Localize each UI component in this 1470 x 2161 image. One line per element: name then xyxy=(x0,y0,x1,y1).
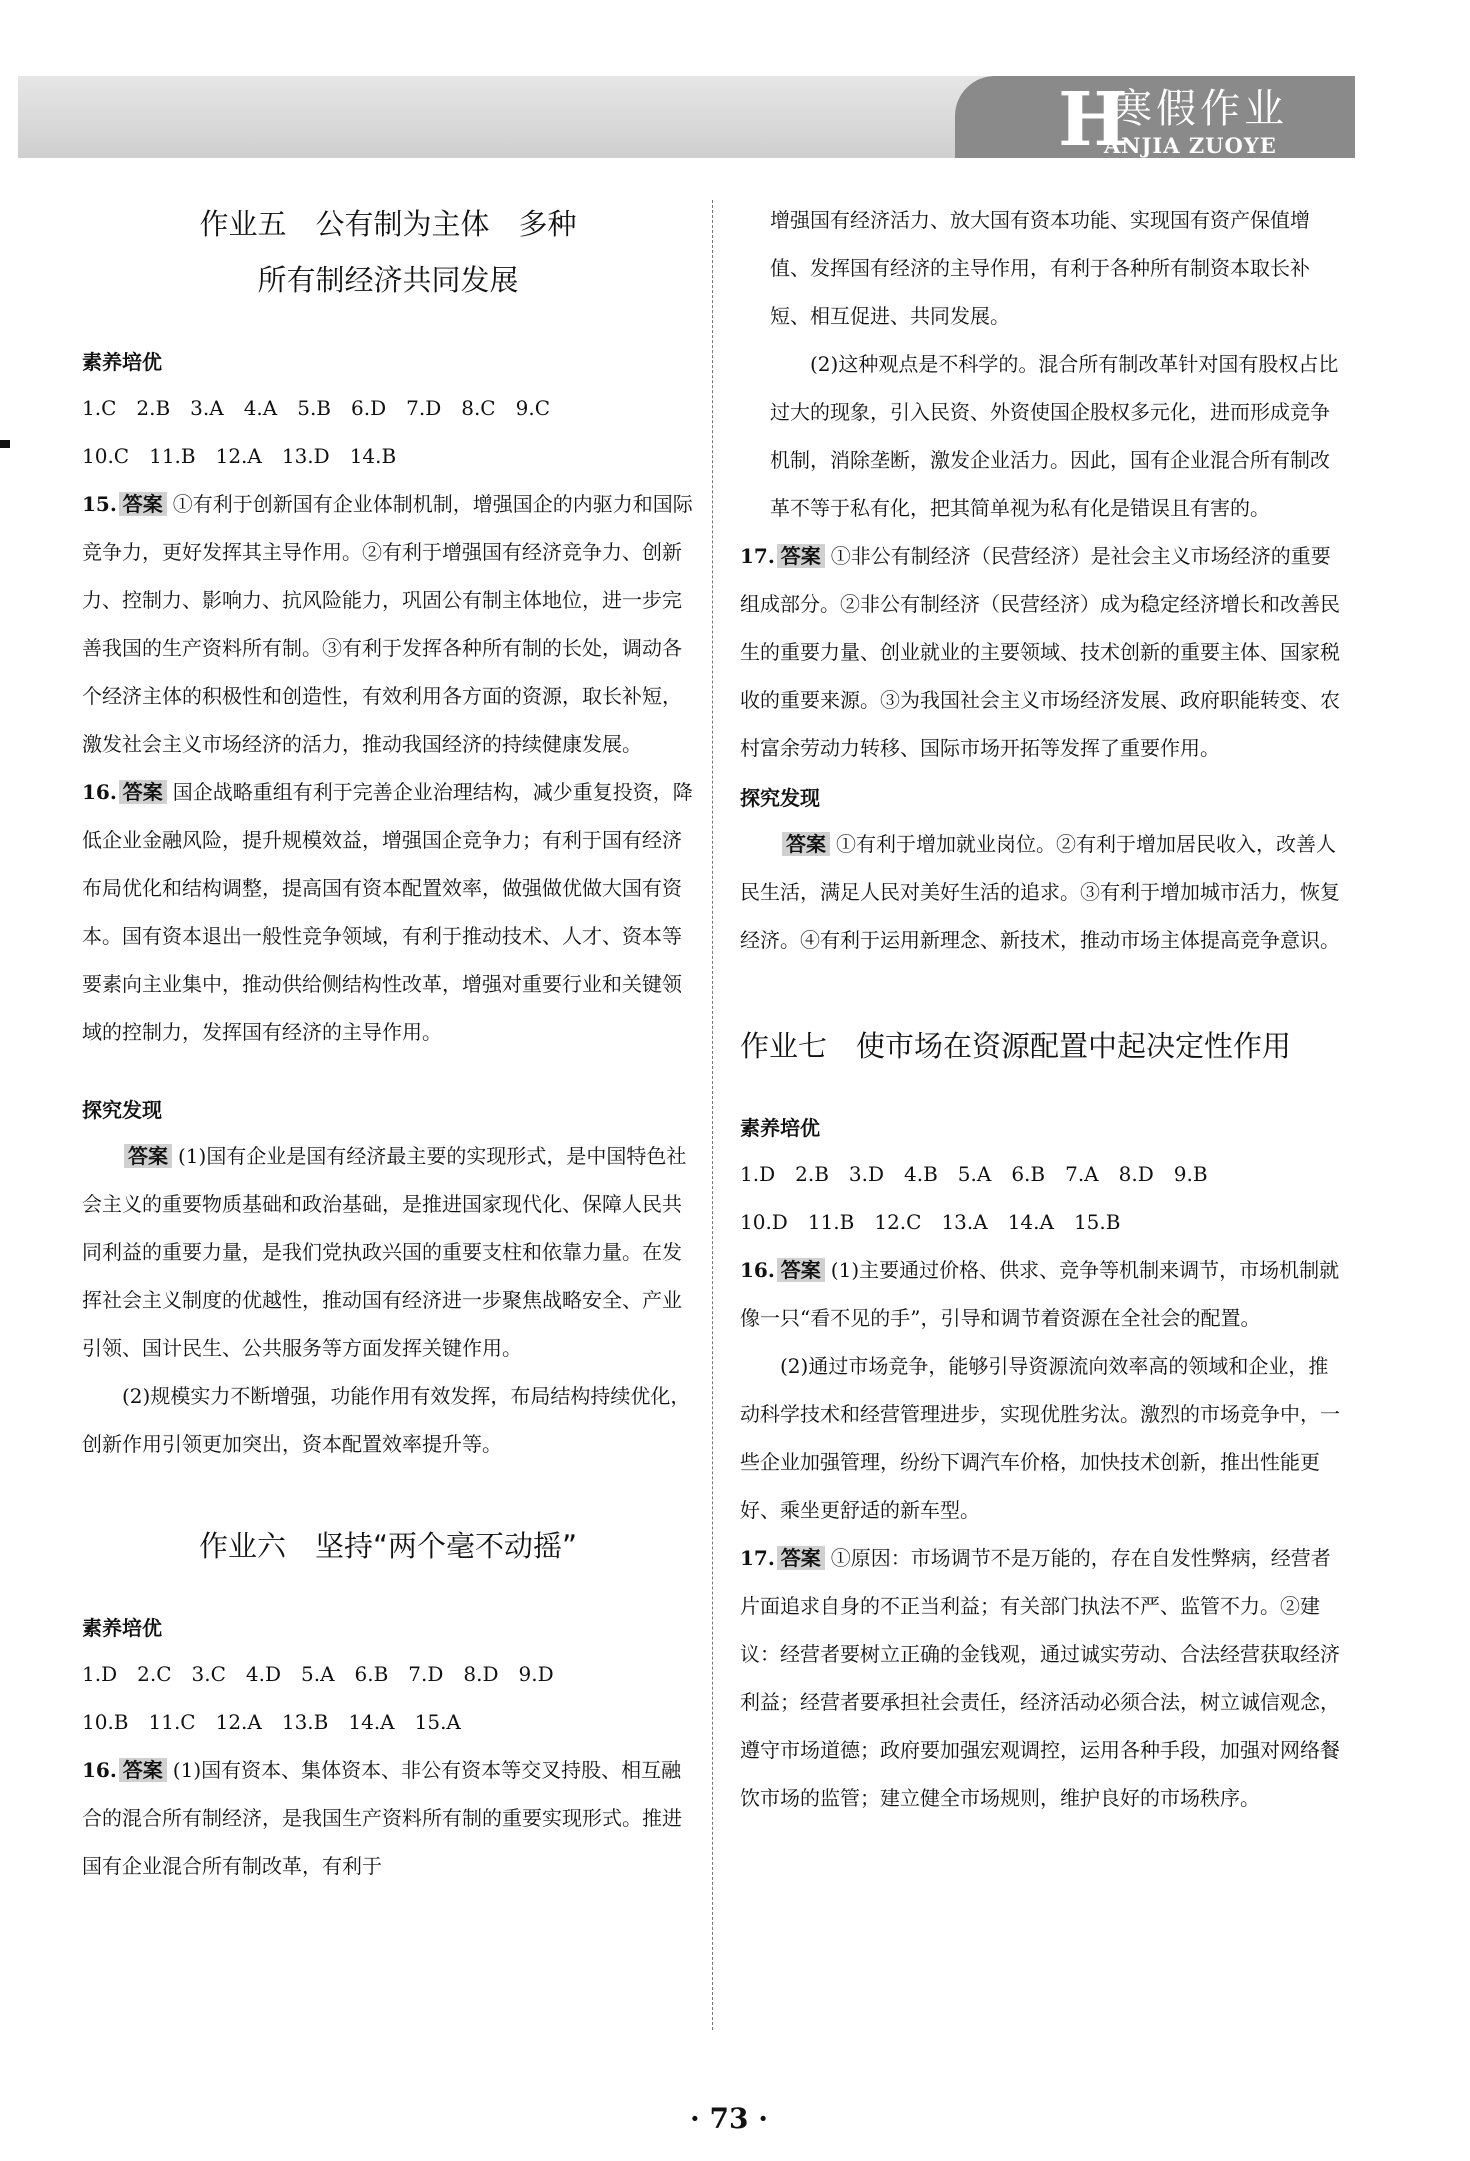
mc-answers: 1.C 2.B 3.A 4.A 5.B 6.D 7.D 8.C 9.C xyxy=(82,396,550,420)
question-16 xyxy=(740,1246,1344,1342)
column-divider xyxy=(712,200,713,2030)
mc-answers: 10.B 11.C 12.A 13.B 14.A 15.A xyxy=(82,1710,461,1734)
explore-answer-2: (2)规模实力不断增强，功能作用有效发挥，布局结构持续优化，创新作用引领更加突出，资本配置效率提升等。 xyxy=(82,1384,691,1456)
question-17 xyxy=(740,532,1344,772)
section-heading: 素养培优 xyxy=(82,350,162,374)
left-column xyxy=(82,196,694,1890)
mc-answers: 10.C 11.B 12.A 13.D 14.B xyxy=(82,444,397,468)
answer-text: (1)国有资本、集体资本、非公有资本等交叉持股、相互融合的混合所有制经济，是我国生产资料所有制的重要实现形式。推进国有企业混合所有制改革，有利于 xyxy=(82,1758,682,1878)
section-heading: 素养培优 xyxy=(82,1616,162,1640)
question-number: 16. xyxy=(82,780,117,804)
answer-badge: 答案 xyxy=(124,1144,172,1168)
section-heading: 素养培优 xyxy=(740,1116,820,1140)
question-16 xyxy=(82,1746,694,1890)
right-column xyxy=(740,196,1344,1822)
question-16-part2: (2)通过市场竞争，能够引导资源流向效率高的领域和企业，推动科学技术和经营管理进步，实现优胜劣汰。激烈的市场竞争中，一些企业加强管理，纷纷下调汽车价格，加快技术创新，推出性能更好、乘坐更舒适的新车型。 xyxy=(740,1354,1340,1522)
question-number: 17. xyxy=(740,1546,775,1570)
explore-answer xyxy=(740,820,1344,964)
answer-badge: 答案 xyxy=(119,1758,167,1782)
section-heading: 探究发现 xyxy=(740,786,820,810)
question-number: 16. xyxy=(740,1258,775,1282)
hw7-title: 作业七 使市场在资源配置中起决定性作用 xyxy=(740,1029,1292,1063)
question-16 xyxy=(82,768,694,1056)
mc-answers: 1.D 2.C 3.C 4.D 5.A 6.B 7.D 8.D 9.D xyxy=(82,1662,554,1686)
answer-text: ①有利于增加就业岗位。②有利于增加居民收入，改善人民生活，满足人民对美好生活的追求。③有利于增加城市活力，恢复经济。④有利于运用新理念、新技术，推动市场主体提高竞争意识。 xyxy=(740,832,1340,952)
question-number: 15. xyxy=(82,492,117,516)
question-17 xyxy=(740,1534,1344,1822)
hw5-title-line2: 所有制经济共同发展 xyxy=(257,263,519,297)
answer-text: ①原因：市场调节不是万能的，存在自发性弊病，经营者片面追求自身的不正当利益；有关部门执法不严、监管不力。②建议：经营者要树立正确的金钱观，通过诚实劳动、合法经营获取经济利益；经营者要承担社会责任，经济活动必须合法，树立诚信观念，遵守市场道德；政府要加强宏观调控，运用各种手段，加强对网络餐饮市场的监管；建立健全市场规则，维护良好的市场秩序。 xyxy=(740,1546,1340,1810)
answer-badge: 答案 xyxy=(782,832,830,856)
question-15 xyxy=(82,480,694,768)
answer-badge: 答案 xyxy=(777,544,825,568)
explore-answer-1 xyxy=(82,1132,694,1372)
answer-badge: 答案 xyxy=(119,780,167,804)
answer-badge: 答案 xyxy=(119,492,167,516)
answer-badge: 答案 xyxy=(777,1258,825,1282)
hw6-title: 作业六 坚持“两个毫不动摇” xyxy=(198,1529,578,1563)
section-heading: 探究发现 xyxy=(82,1098,162,1122)
header-subtitle: ANJIA ZUOYE xyxy=(1104,133,1277,158)
question-number: 17. xyxy=(740,544,775,568)
mc-answers: 10.D 11.B 12.C 13.A 14.A 15.B xyxy=(740,1210,1121,1234)
margin-mark xyxy=(0,440,10,448)
answer-text: ①非公有制经济（民营经济）是社会主义市场经济的重要组成部分。②非公有制经济（民营经济）成为稳定经济增长和改善民生的重要力量、创业就业的主要领域、技术创新的重要主体、国家税收的重要来源。③为我国社会主义市场经济发展、政府职能转变、农村富余劳动力转移、国际市场开拓等发挥了重要作用。 xyxy=(740,544,1340,760)
hw6-q16-part2: (2)这种观点是不科学的。混合所有制改革针对国有股权占比过大的现象，引入民资、外资使国企股权多元化，进而形成竞争机制，消除垄断，激发企业活力。因此，国有企业混合所有制改革不等于私有化，把其简单视为私有化是错误且有害的。 xyxy=(770,352,1339,520)
answer-badge: 答案 xyxy=(777,1546,825,1570)
page-number: · 73 · xyxy=(690,2102,768,2135)
hw5-title-line1: 作业五 公有制为主体 多种 xyxy=(199,207,577,241)
answer-text: 国企战略重组有利于完善企业治理结构，减少重复投资，降低企业金融风险，提升规模效益，增强国企竞争力；有利于国有经济布局优化和结构调整，提高国有资本配置效率，做强做优做大国有资本。国有资本退出一般性竞争领域，有利于推动技术、人才、资本等要素向主业集中，推动供给侧结构性改革，增强对重要行业和关键领域的控制力，发挥国有经济的主导作用。 xyxy=(82,780,693,1044)
answer-text: (1)主要通过价格、供求、竞争等机制来调节，市场机制就像一只“看不见的手”，引导和调节着资源在全社会的配置。 xyxy=(740,1258,1340,1330)
question-number: 16. xyxy=(82,1758,117,1782)
mc-answers: 1.D 2.B 3.D 4.B 5.A 6.B 7.A 8.D 9.B xyxy=(740,1162,1208,1186)
answer-text: (1)国有企业是国有经济最主要的实现形式，是中国特色社会主义的重要物质基础和政治基础，是推进国家现代化、保障人民共同利益的重要力量，是我们党执政兴国的重要支柱和依靠力量。在发挥社会主义制度的优越性，推动国有经济进一步聚焦战略安全、产业引领、国计民生、公共服务等方面发挥关键作用。 xyxy=(82,1144,687,1360)
header-logo-letter: H xyxy=(1058,77,1128,163)
answer-text: ①有利于创新国有企业体制机制，增强国企的内驱力和国际竞争力，更好发挥其主导作用。②有利于增强国有经济竞争力、创新力、控制力、影响力、抗风险能力，巩固公有制主体地位，进一步完善我国的生产资料所有制。③有利于发挥各种所有制的长处，调动各个经济主体的积极性和创造性，有效利用各方面的资源，取长补短，激发社会主义市场经济的活力，推动我国经济的持续健康发展。 xyxy=(82,492,693,756)
header-title: 寒假作业 xyxy=(1112,86,1288,132)
hw6-q16-continued: 增强国有经济活力、放大国有资本功能、实现国有资产保值增值、发挥国有经济的主导作用，有利于各种所有制资本取长补短、相互促进、共同发展。 xyxy=(770,208,1310,328)
